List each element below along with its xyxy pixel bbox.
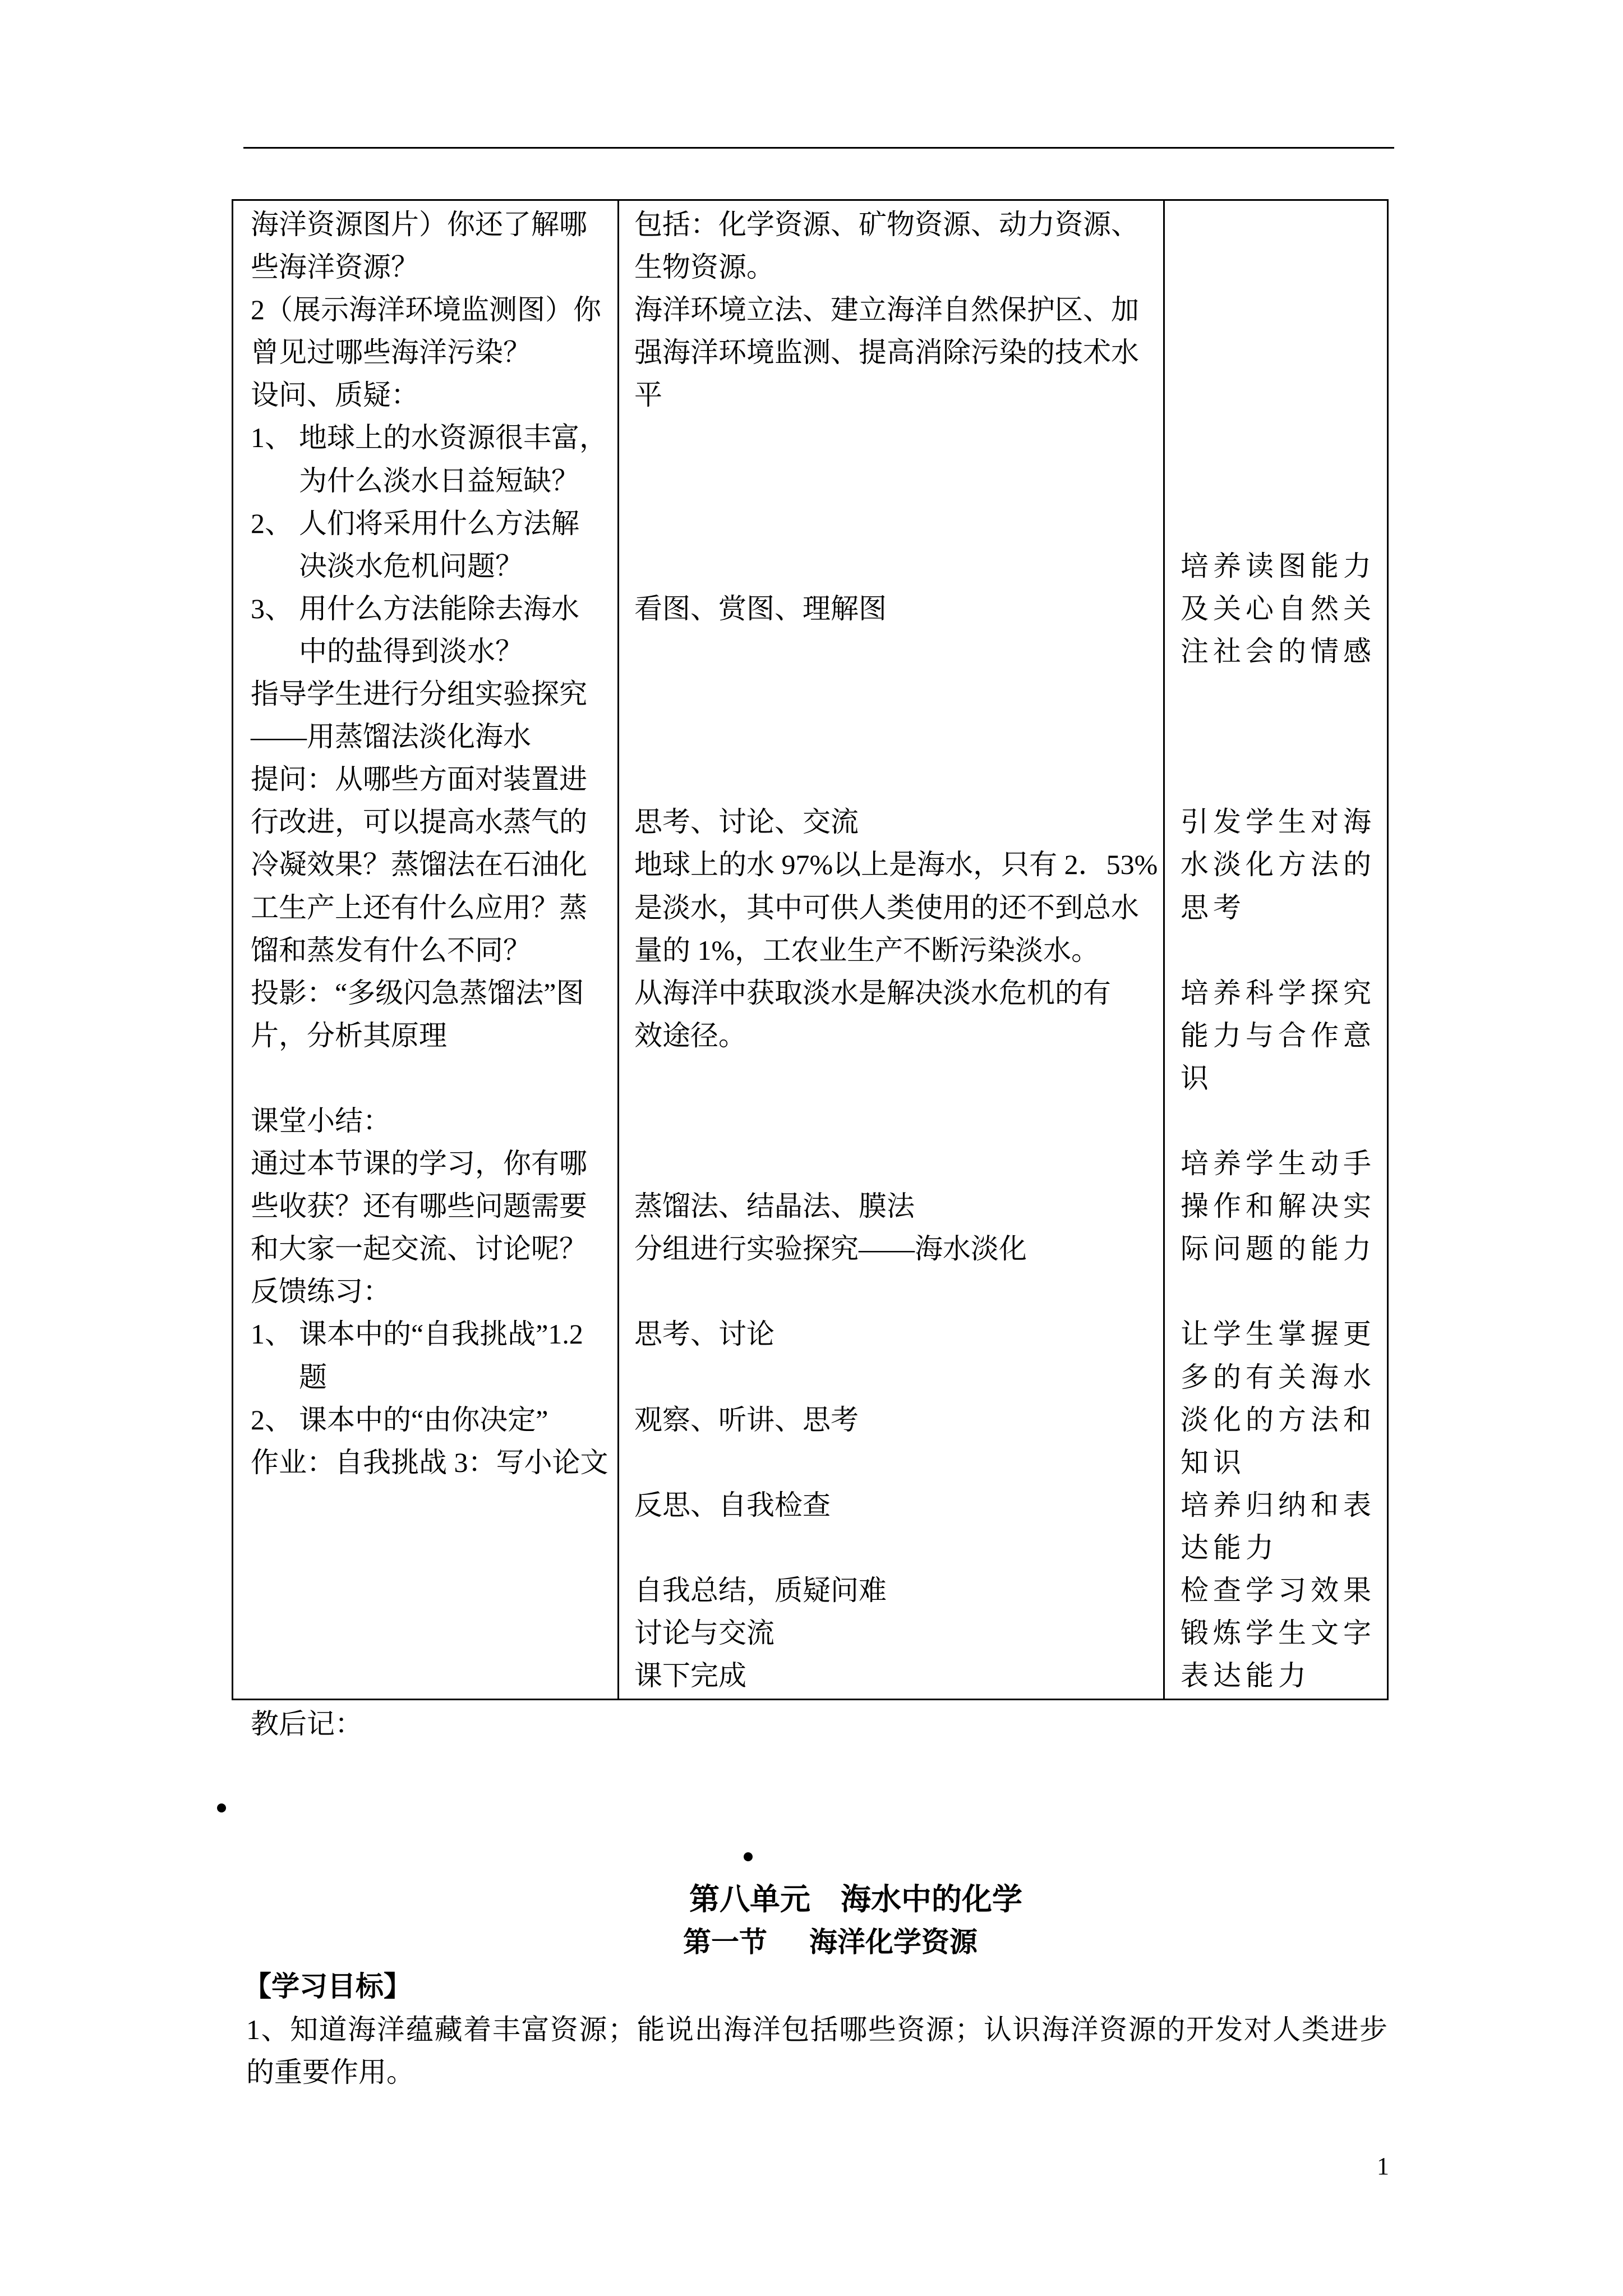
table-text-line: 让学生掌握更 (1181, 1318, 1376, 1350)
table-text-line: 培养科学探究 (1181, 977, 1376, 1009)
post-lesson-note: 教后记： (251, 1708, 363, 1740)
blank-line (1181, 673, 1387, 715)
blank-line (1181, 331, 1387, 374)
bullet-mark (744, 1852, 753, 1861)
table-text-line: 提问：从哪些方面对装置进 (251, 763, 587, 795)
table-text-line: 效途径。 (634, 1019, 746, 1051)
blank-line (1181, 502, 1387, 545)
blank-line (634, 1142, 1163, 1185)
blank-line (1181, 374, 1387, 416)
section-title: 第一节 海洋化学资源 (683, 1926, 978, 1958)
table-text-line: 从海洋中获取淡水是解决淡水危机的有 (634, 977, 1111, 1009)
blank-line (634, 1270, 1163, 1313)
list-item-text: 决淡水危机问题？ (299, 550, 523, 582)
list-item-text: 课本中的“由你决定” (299, 1404, 548, 1435)
blank-line (634, 1356, 1163, 1398)
blank-line (634, 1057, 1163, 1099)
list-item-text: 为什么淡水日益短缺？ (299, 464, 579, 496)
list-item-text: 人们将采用什么方法解 (299, 507, 579, 539)
blank-line (634, 502, 1163, 545)
table-text-line: 自我总结，质疑问难 (634, 1575, 887, 1606)
page-number: 1 (1377, 2152, 1389, 2180)
table-text-line: 生物资源。 (634, 251, 774, 283)
table-text-line: 反思、自我检查 (634, 1489, 831, 1521)
objective-line: 的重要作用。 (246, 2056, 414, 2088)
left-column-cell (233, 201, 619, 1699)
unit-title: 第八单元 海水中的化学 (689, 1883, 1022, 1916)
table-text-line: 表达能力 (1181, 1660, 1311, 1692)
table-text-line: 海洋资源图片）你还了解哪 (251, 209, 587, 240)
table-text-line: 作业：自我挑战 3：写小论文 (251, 1446, 608, 1478)
list-number: 1、 (251, 422, 293, 454)
list-item-text: 课本中的“自我挑战”1.2 (299, 1318, 583, 1350)
middle-column-cell (619, 201, 1165, 1699)
table-text-line: 培养学生动手 (1181, 1148, 1376, 1180)
lesson-table (232, 199, 1389, 1700)
blank-line (1181, 758, 1387, 800)
blank-line (1181, 203, 1387, 246)
table-text-line: 讨论与交流 (634, 1617, 774, 1649)
table-text-line: 能力与合作意 (1181, 1019, 1376, 1051)
table-text-line: 片，分析其原理 (251, 1019, 447, 1051)
list-item-line (251, 630, 617, 673)
list-item-line (251, 1398, 617, 1441)
table-text-line: 思考、讨论 (634, 1318, 774, 1350)
table-text-line: 地球上的水 97%以上是海水，只有 2．53% (634, 849, 1158, 881)
table-text-line: 馏和蒸发有什么不同？ (251, 934, 531, 966)
table-text-line: 通过本节课的学习，你有哪 (251, 1148, 587, 1180)
table-text-line: 课堂小结： (251, 1105, 391, 1137)
table-text-line: 识 (1181, 1062, 1213, 1094)
table-text-line: 冷凝效果？蒸馏法在石油化 (251, 849, 587, 881)
table-text-line: 思考 (1181, 891, 1246, 923)
table-text-line: 观察、听讲、思考 (634, 1404, 859, 1435)
table-text-line: 量的 1%，工农业生产不断污染淡水。 (634, 934, 1100, 966)
table-text-line: 曾见过哪些海洋污染？ (251, 337, 531, 369)
table-text-line: 培养归纳和表 (1181, 1489, 1376, 1521)
list-item-text: 题 (299, 1361, 327, 1393)
table-text-line: 些海洋资源？ (251, 251, 419, 283)
blank-line (634, 1526, 1163, 1569)
blank-line (634, 545, 1163, 587)
table-text-line: 引发学生对海 (1181, 806, 1376, 838)
table-text-line: 分组进行实验探究——海水淡化 (634, 1233, 1027, 1265)
blank-line (634, 630, 1163, 673)
blank-line (634, 459, 1163, 502)
list-item-line (251, 587, 617, 630)
table-text-line: 是淡水，其中可供人类使用的还不到总水 (634, 891, 1139, 923)
table-text-line: 工生产上还有什么应用？蒸 (251, 891, 587, 923)
blank-line (1181, 715, 1387, 758)
table-text-line: 知识 (1181, 1446, 1246, 1478)
blank-line (634, 758, 1163, 800)
table-text-line: ——用蒸馏法淡化海水 (251, 721, 531, 753)
blank-line (1181, 288, 1387, 331)
table-text-line: 投影：“多级闪急蒸馏法”图 (251, 977, 584, 1009)
table-text-line: 看图、赏图、理解图 (634, 592, 887, 624)
table-text-line: 强海洋环境监测、提高消除污染的技术水 (634, 337, 1139, 369)
table-text-line: 和大家一起交流、讨论呢？ (251, 1233, 587, 1265)
table-text-line: 蒸馏法、结晶法、膜法 (634, 1190, 915, 1222)
list-number: 3、 (251, 592, 293, 624)
table-text-line: 思考、讨论、交流 (634, 806, 859, 838)
blank-line (1181, 1099, 1387, 1142)
objectives-heading: 【学习目标】 (243, 1971, 412, 2002)
list-item-line (251, 1356, 617, 1398)
table-text-line: 注社会的情感 (1181, 635, 1376, 667)
blank-line (1181, 459, 1387, 502)
blank-line (634, 1099, 1163, 1142)
table-text-line: 指导学生进行分组实验探究 (251, 678, 587, 710)
list-item-text: 地球上的水资源很丰富， (299, 422, 607, 454)
table-text-line: 及关心自然关 (1181, 592, 1376, 624)
list-item-line (251, 502, 617, 545)
blank-line (634, 673, 1163, 715)
table-text-line: 课下完成 (634, 1660, 746, 1692)
table-text-line: 海洋环境立法、建立海洋自然保护区、加 (634, 294, 1139, 326)
table-text-line: 行改进，可以提高水蒸气的 (251, 806, 587, 838)
objective-line: 1、知道海洋蕴藏着丰富资源；能说出海洋包括哪些资源；认识海洋资源的开发对人类进步 (246, 2014, 1387, 2045)
list-number: 1、 (251, 1318, 293, 1350)
table-text-line: 培养读图能力 (1181, 550, 1376, 582)
blank-line (1181, 929, 1387, 972)
table-text-line: 锻炼学生文字 (1181, 1617, 1376, 1649)
table-text-line: 包括：化学资源、矿物资源、动力资源、 (634, 209, 1139, 240)
blank-line (634, 1441, 1163, 1484)
table-text-line: 达能力 (1181, 1531, 1278, 1563)
table-text-line: 水淡化方法的 (1181, 849, 1376, 881)
table-text-line: 操作和解决实 (1181, 1190, 1376, 1222)
table-text-line: 反馈练习： (251, 1276, 391, 1308)
list-item-line (251, 459, 617, 502)
table-text-line: 多的有关海水 (1181, 1361, 1376, 1393)
blank-line (634, 416, 1163, 459)
list-item-line (251, 1313, 617, 1355)
list-item-line (251, 416, 617, 459)
table-text-line: 检查学习效果 (1181, 1575, 1376, 1606)
table-text-line: 些收获？还有哪些问题需要 (251, 1190, 587, 1222)
blank-line (1181, 416, 1387, 459)
table-text-line: 际问题的能力 (1181, 1233, 1376, 1265)
list-item-text: 中的盐得到淡水？ (299, 635, 523, 667)
header-rule (243, 147, 1394, 149)
right-column-cell (1165, 201, 1387, 1699)
table-text-line: 设问、质疑： (251, 379, 419, 411)
blank-line (1181, 246, 1387, 288)
table-text-line: 淡化的方法和 (1181, 1404, 1376, 1435)
list-number: 2、 (251, 507, 293, 539)
list-number: 2、 (251, 1404, 293, 1435)
bullet-mark (217, 1803, 226, 1812)
table-text-line: 2（展示海洋环境监测图）你 (251, 294, 601, 326)
list-item-line (251, 545, 617, 587)
blank-line (1181, 1270, 1387, 1313)
blank-line (634, 715, 1163, 758)
table-text-line: 平 (634, 379, 662, 411)
blank-line (251, 1057, 617, 1099)
list-item-text: 用什么方法能除去海水 (299, 592, 579, 624)
